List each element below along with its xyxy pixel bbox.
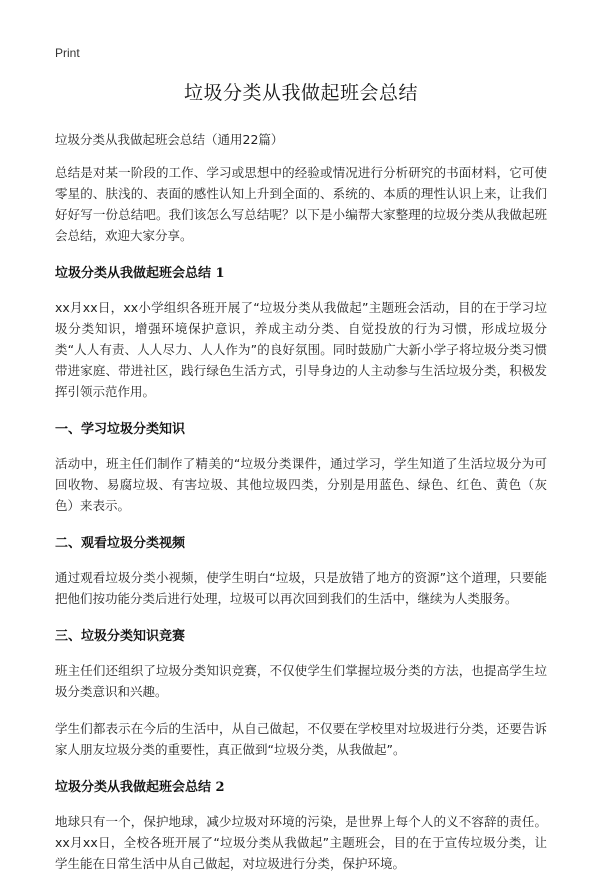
section-2-paragraph: 通过观看垃圾分类小视频，使学生明白“垃圾，只是放错了地方的资源”这个道理，只要能把他们按功能分类后进行处理，垃圾可以再次回到我们的生活中，继续为人类服务。	[55, 570, 547, 606]
article-2-lead-paragraph: 地球只有一个，保护地球，减少垃圾对环境的污染，是世界上每个人的义不容辞的责任。xx月xx日，全校各班开展了“垃圾分类从我做起”主题班会，目的在于宣传垃圾分类，让学生能在日常生活中从自己做起，对垃圾进行分类，保护环境。	[55, 814, 547, 871]
article-1-heading: 垃圾分类从我做起班会总结 1	[55, 266, 225, 281]
section-3-paragraph-1: 班主任们还组织了垃圾分类知识竞赛，不仅使学生们掌握垃圾分类的方法，也提高学生垃圾分类意识和兴趣。	[55, 663, 547, 699]
document-body	[55, 78, 547, 890]
document-title: 垃圾分类从我做起班会总结	[183, 82, 418, 104]
section-3-paragraph-2: 学生们都表示在今后的生活中，从自己做起，不仅要在学校里对垃圾进行分类，还要告诉家人朋友垃圾分类的重要性，真正做到“垃圾分类，从我做起”。	[55, 721, 547, 757]
section-2-heading: 二、观看垃圾分类视频	[55, 536, 186, 551]
section-1-heading: 一、学习垃圾分类知识	[55, 422, 186, 437]
intro-paragraph: 总结是对某一阶段的工作、学习或思想中的经验或情况进行分析研究的书面材料，它可使零星的、肤浅的、表面的感性认知上升到全面的、系统的、本质的理性认识上来，让我们好好写一份总结吧。我们该怎么写总结呢？以下是小编帮大家整理的垃圾分类从我做起班会总结，欢迎大家分享。	[55, 165, 547, 243]
section-1-paragraph: 活动中，班主任们制作了精美的“垃圾分类课件，通过学习，学生知道了生活垃圾分为可回收物、易腐垃圾、有害垃圾、其他垃圾四类，分别是用蓝色、绿色、红色、黄色（灰色）来表示。	[55, 456, 547, 513]
section-3-heading: 三、垃圾分类知识竞赛	[55, 629, 186, 644]
print-label[interactable]: Print	[55, 46, 80, 60]
document-subtitle: 垃圾分类从我做起班会总结（通用22篇）	[55, 132, 284, 147]
article-2-heading: 垃圾分类从我做起班会总结 2	[55, 780, 225, 795]
article-1-lead-paragraph: xx月xx日，xx小学组织各班开展了“垃圾分类从我做起”主题班会活动，目的在于学习垃圾分类知识，增强环境保护意识，养成主动分类、自觉投放的行为习惯，形成垃圾分类“人人有责、人人尽力、人人作为”的良好氛围。同时鼓励广大新小学子将垃圾分类习惯带进家庭、带进社区，践行绿色生活方式，引导身边的人主动参与生活垃圾分类，积极发挥引领示范作用。	[55, 300, 547, 399]
